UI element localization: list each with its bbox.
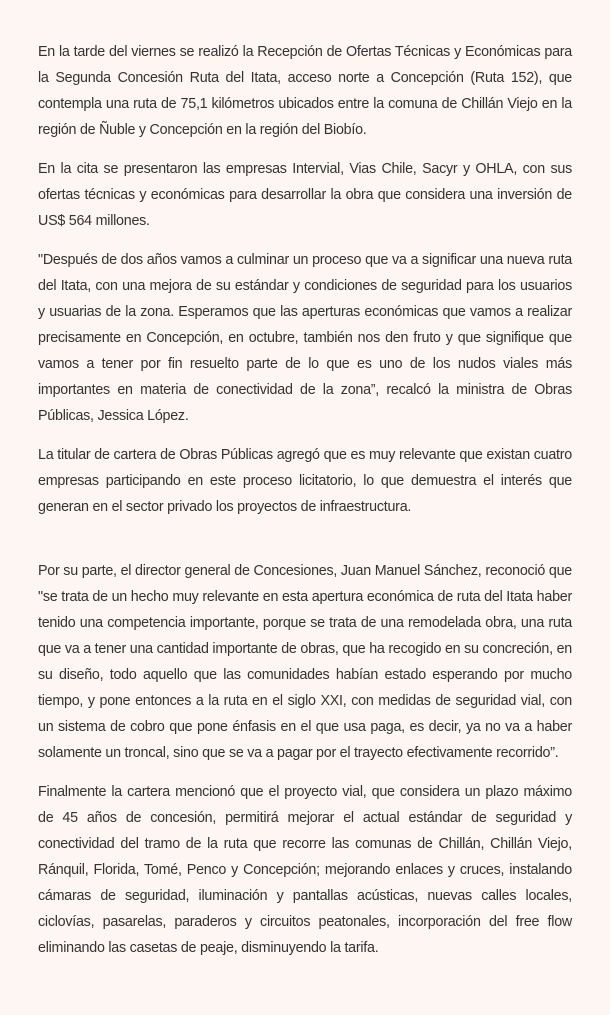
paragraph-empresas: En la cita se presentaron las empresas Intervial, Vias Chile, Sacyr y OHLA, con sus ofertas técnicas y económicas para desarrollar la obra que considera una inversión de US$ 564 millones. [38, 161, 572, 229]
paragraph-director-general: Por su parte, el director general de Concesiones, Juan Manuel Sánchez, reconoció que "se trata de un hecho muy relevante en esta apertura económica de ruta del Itata haber tenido una competencia importante, porque se trata de una remodelada obra, una ruta que va a tener una cantidad importante de obras, que ha recogido en su concreción, en su diseño, todo aquello que las comunidades habían estado esperando por mucho tiempo, y pone entonces a la ruta en el siglo XXI, con medidas de seguridad vial, con un sistema de cobro que pone énfasis en el que usa paga, es decir, ya no va a haber solamente un troncal, sino que se va a pagar por el trayecto efectivamente recorrido”. [38, 563, 572, 761]
paragraph-finalmente: Finalmente la cartera mencionó que el proyecto vial, que considera un plazo máximo de 45 años de concesión, permitirá mejorar el actual estándar de seguridad y conectividad del tramo de la ruta que recorre las comunas de Chillán, Chillán Viejo, Ránquil, Florida, Tomé, Penco y Concepción; mejorando enlaces y cruces, instalando cámaras de seguridad, iluminación y pantallas acústicas, nuevas calles locales, ciclovías, pasarelas, paraderos y circuitos peatonales, incorporación del free flow eliminando las casetas de peaje, disminuyendo la tarifa. [38, 784, 572, 956]
paragraph-recepcion-ofertas: En la tarde del viernes se realizó la Recepción de Ofertas Técnicas y Económicas para la Segunda Concesión Ruta del Itata, acceso norte a Concepción (Ruta 152), que contempla una ruta de 75,1 kilómetros ubicados entre la comuna de Chillán Viejo en la región de Ñuble y Concepción en la región del Biobío. [38, 44, 572, 138]
article-body [38, 39, 572, 974]
paragraph-titular-cartera: La titular de cartera de Obras Públicas agregó que es muy relevante que existan cuatro empresas participando en este proceso licitatorio, lo que demuestra el interés que generan en el sector privado los proyectos de infraestructura. [38, 447, 572, 515]
paragraph-quote-ministra: "Después de dos años vamos a culminar un proceso que va a significar una nueva ruta del Itata, con una mejora de su estándar y condiciones de seguridad para los usuarios y usuarias de la zona. Esperamos que las aperturas económicas que vamos a realizar precisamente en Concepción, en octubre, también nos den fruto y que signifique que vamos a tener por fin resuelto parte de lo que es uno de los nudos viales más importantes en materia de conectividad de la zona”, recalcó la ministra de Obras Públicas, Jessica López. [38, 252, 572, 424]
